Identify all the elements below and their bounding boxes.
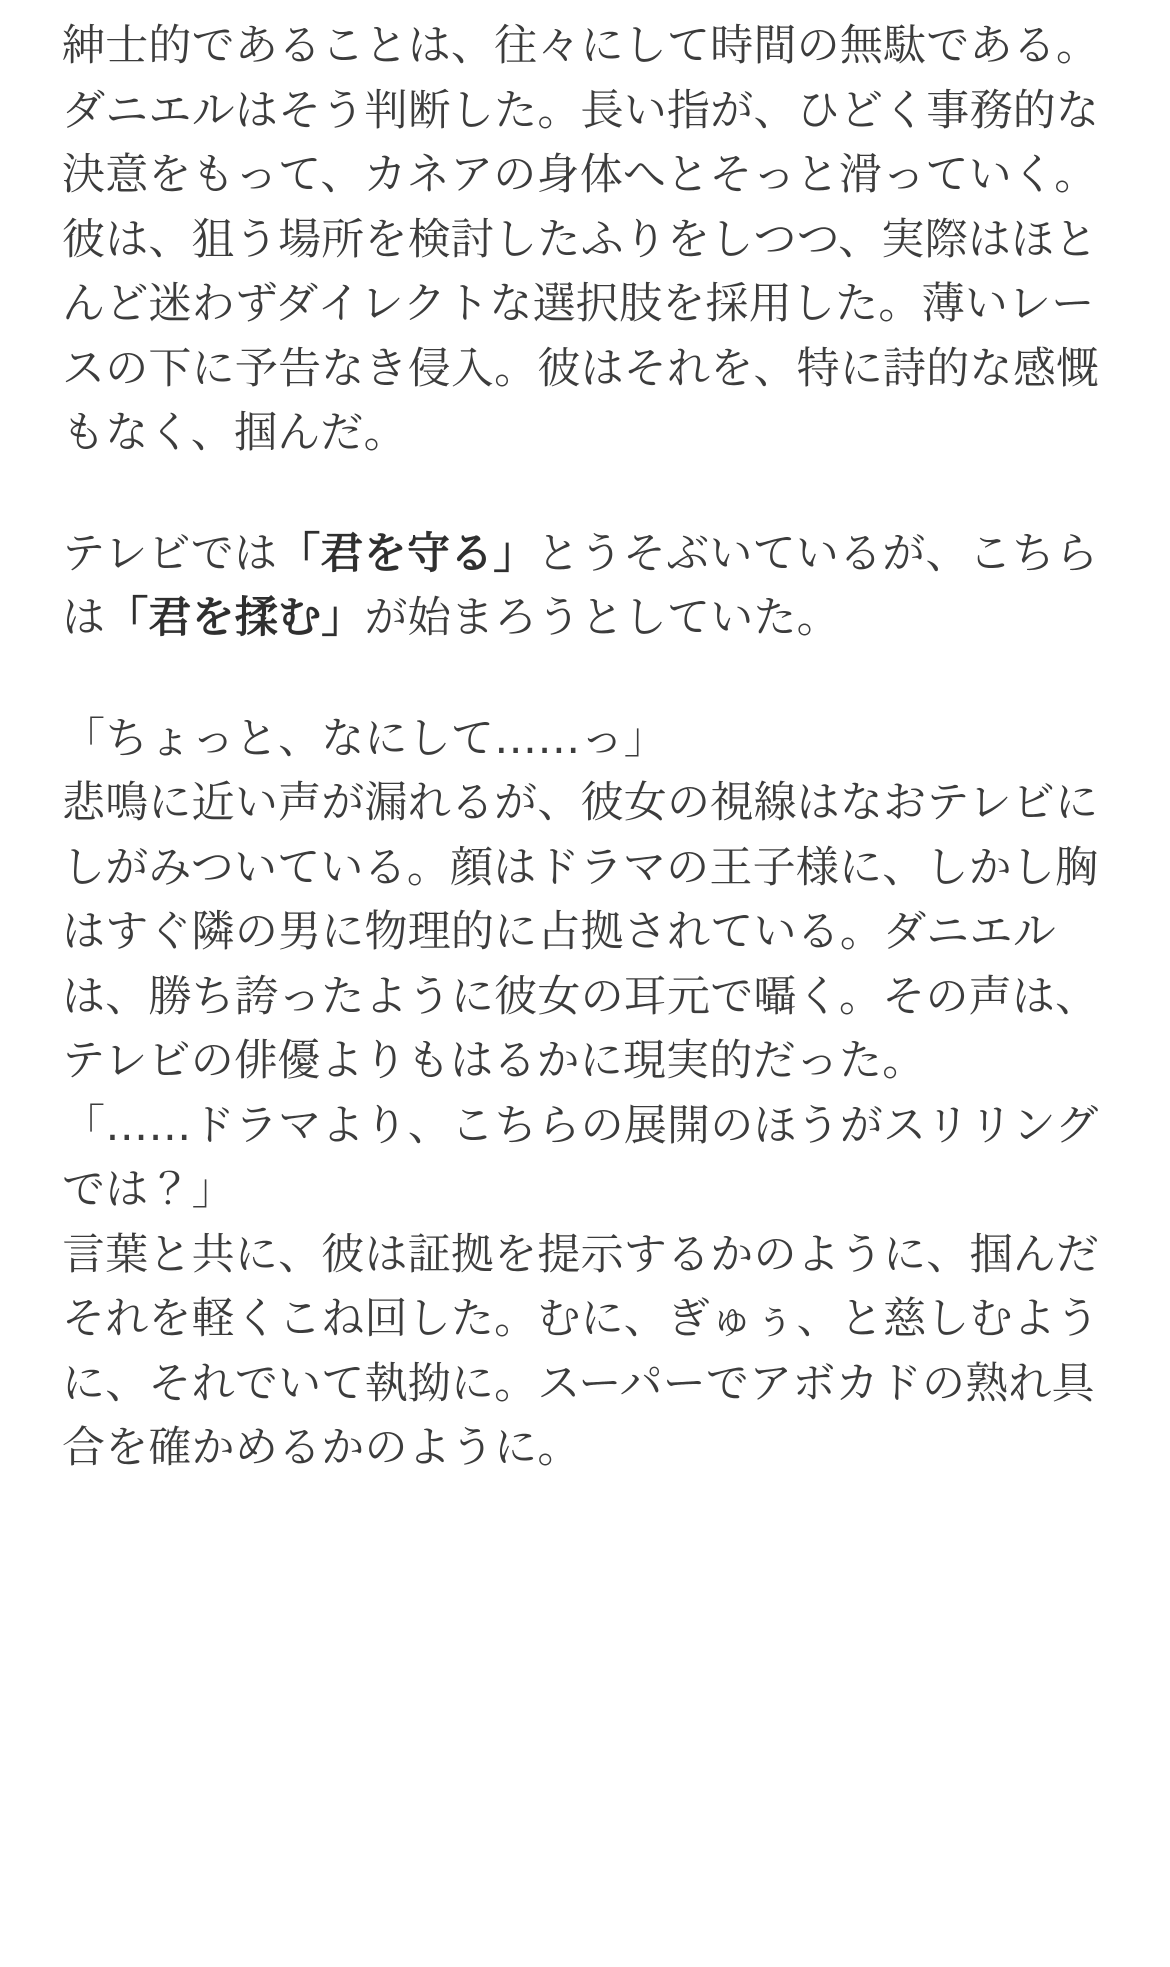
paragraph-6: 言葉と共に、彼は証拠を提示するかのように、掴んだそれを軽くこね回した。むに、ぎゅぅ、と慈しむように、それでいて執拗に。スーパーでアボカドの熟れ具合を確かめるかのように。 (62, 1229, 1100, 1473)
paragraph-2-run-3: とうそぶいているが、こちらは (62, 528, 1099, 643)
dialogue-line-1: 「ちょっと、なにして……っ」 (62, 713, 668, 764)
paragraph-gap-1 (62, 466, 1108, 522)
paragraph-2-run-1: テレビでは (62, 528, 278, 579)
paragraph-2-run-5: が始まろうとしていた。 (364, 593, 840, 643)
paragraph-2 (62, 522, 1108, 651)
paragraph-2-run-2-bold: 「君を守る」 (277, 528, 537, 579)
paragraph-2-run-4-bold: 「君を揉む」 (105, 593, 365, 643)
paragraph-4: 悲鳴に近い声が漏れるが、彼女の視線はなおテレビにしがみついている。顔はドラマの王子様に、しかし胸はすぐ隣の男に物理的に占拠されている。ダニエルは、勝ち誇ったように彼女の耳元で囁く。その声は、テレビの俳優よりもはるかに現実的だった。 (62, 778, 1099, 1086)
paragraph-gap-2 (62, 651, 1108, 707)
paragraph-1: 紳士的であることは、往々にして時間の無駄である。ダニエルはそう判断した。長い指が、ひどく事務的な決意をもって、カネアの身体へとそっと滑っていく。彼は、狙う場所を検討したふりをしつつ、実際はほとんど迷わずダイレクトな選択肢を採用した。薄いレースの下に予告なき侵入。彼はそれを、特に詩的な感慨もなく、掴んだ。 (62, 21, 1100, 458)
dialogue-line-2: 「……ドラマより、こちらの展開のほうがスリリングでは？」 (62, 1100, 1099, 1215)
